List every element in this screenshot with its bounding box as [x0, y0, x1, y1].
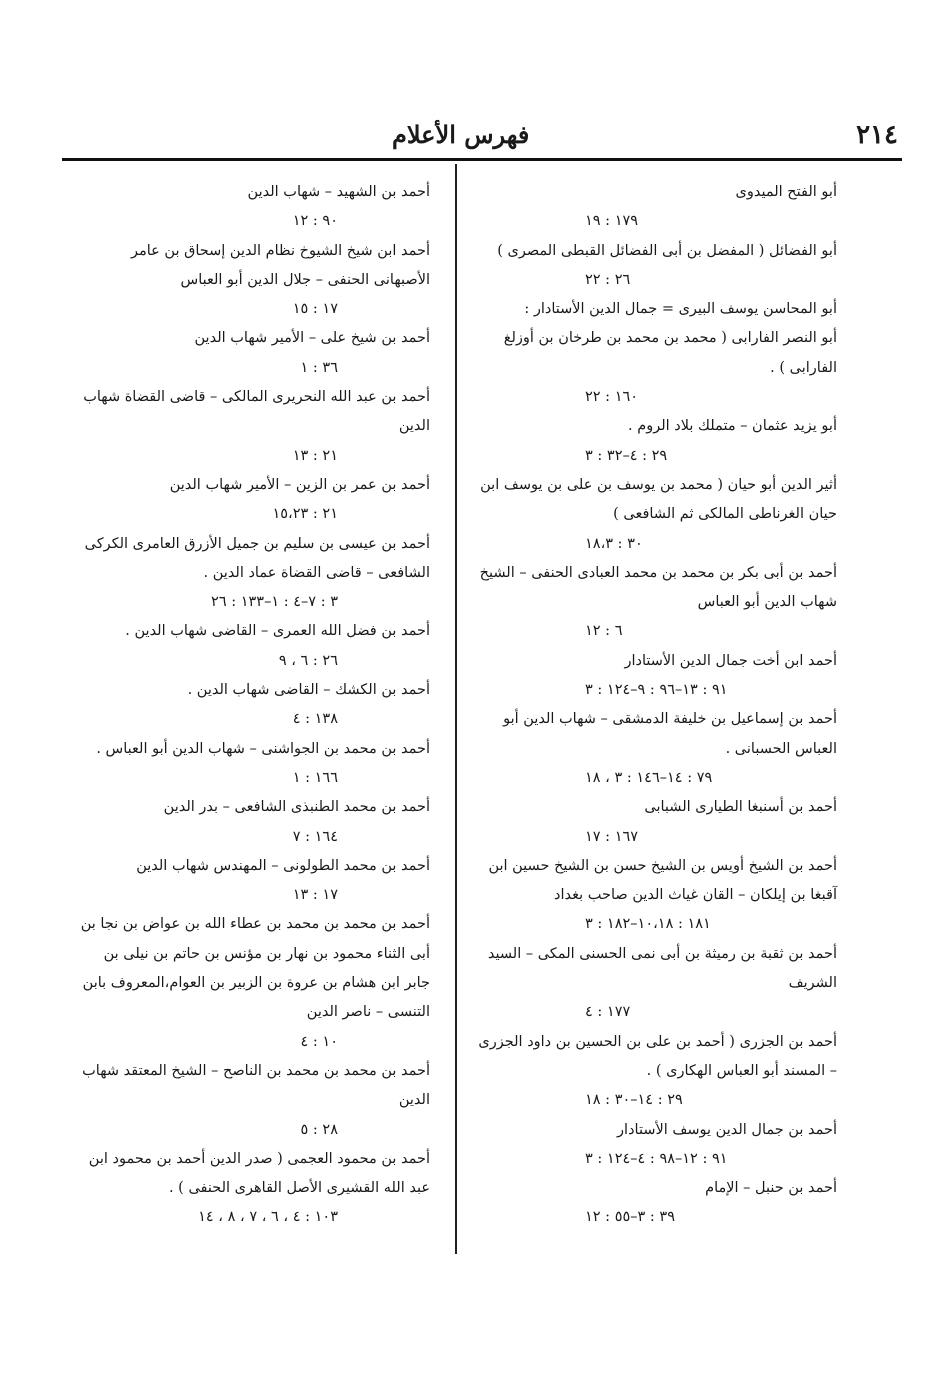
index-entry: [78, 735, 430, 794]
entry-page-ref: ١٣٨ : ٤: [292, 711, 338, 728]
page-number: ٢١٤: [856, 120, 898, 150]
index-column-right: [475, 178, 837, 1233]
index-entry: [78, 324, 430, 383]
entry-name: أحمد ابن أخت جمال الدين الأستادار: [624, 652, 837, 669]
entry-name: أثير الدين أبو حيان ( محمد بن يوسف بن على بن يوسف ابن حيان الغرناطى المالكى ثم الشافعى ): [480, 476, 837, 523]
index-entry: [475, 237, 837, 296]
index-entry: [475, 1174, 837, 1233]
entry-page-ref: ١٨١ : ١٠،١٨–١٨٢ : ٣: [585, 916, 711, 933]
index-entry: [475, 1028, 837, 1116]
index-entry: [78, 617, 430, 676]
entry-name: أبو النصر الفارابى ( محمد بن محمد بن طرخان بن أوزلغ الفارابى ) .: [503, 330, 837, 376]
entry-name: أحمد بن الشهيد – شهاب الدين: [247, 184, 430, 200]
entry-name: أبو الفضائل ( المفضل بن أبى الفضائل القبطى المصرى ): [497, 242, 837, 259]
index-entry: [475, 705, 837, 793]
entry-page-ref: ٩٠ : ١٢: [292, 213, 338, 230]
entry-name: أحمد بن عمر بن الزين – الأمير شهاب الدين: [169, 476, 430, 493]
entry-name: أحمد بن محمد بن محمد بن عطاء الله بن عواض بن نجا بن أبى الثناء محمود بن نهار بن مؤنس بن حاتم بن نيلى بن جابر ابن هشام بن عروة بن الزبير بن العوام،المعروف بابن التنسى – ناصر الدين: [80, 916, 430, 1021]
entry-name: أحمد بن محمد بن محمد بن الناصح – الشيخ المعتقد شهاب الدين: [82, 1062, 430, 1109]
column-divider: [455, 164, 457, 1254]
entry-name: أحمد بن محمد الطولونى – المهندس شهاب الدين: [136, 857, 430, 874]
entry-name: أحمد بن عبد الله النحريرى المالكى – قاضى القضاة شهاب الدين: [83, 389, 430, 435]
page-header: [62, 118, 898, 160]
index-entry: [78, 1057, 430, 1145]
entry-name: أحمد بن محمد بن الجواشنى – شهاب الدين أبو العباس .: [96, 740, 430, 757]
index-entry: [475, 793, 837, 852]
index-entry: [475, 412, 837, 471]
entry-page-ref: ٧٩ : ١٤–١٤٦ : ٣ ، ١٨: [585, 769, 713, 786]
entry-page-ref: ١٧ : ١٣: [292, 887, 338, 904]
entry-page-ref: ١٧٩ : ١٩: [585, 213, 639, 230]
entry-name: أحمد بن عيسى بن سليم بن جميل الأزرق العامرى الكركى الشافعى – قاضى القضاة عماد الدين .: [84, 535, 430, 581]
entry-page-ref: ٢١ : ١٥،٢٣: [272, 506, 338, 523]
entry-page-ref: ١٠٣ : ٤ ، ٦ ، ٧ ، ٨ ، ١٤: [198, 1209, 338, 1226]
entry-name: أحمد بن حنبل – الإمام: [705, 1180, 837, 1197]
entry-page-ref: ١٦٠ : ٢٢: [585, 389, 639, 406]
entry-name: أحمد بن إسماعيل بن خليفة الدمشقى – شهاب الدين أبو العباس الحسبانى .: [503, 711, 837, 757]
index-entry: [78, 910, 430, 1056]
entry-page-ref: ٢٦ : ٢٢: [585, 271, 631, 288]
entry-name: أحمد بن محمد الطنبذى الشافعى – بدر الدين: [163, 799, 430, 816]
entry-page-ref: ٣٠ : ١٨،٣: [585, 535, 643, 552]
index-entry: [78, 383, 430, 471]
index-entry: [475, 852, 837, 940]
index-entry: [78, 1145, 430, 1233]
entry-name: أبو الفتح الميدوى: [735, 184, 837, 200]
entry-page-ref: ٦ : ١٢: [585, 623, 623, 640]
entry-page-ref: ٣٩ : ٣–٥٥ : ١٢: [585, 1209, 675, 1226]
index-entry: [475, 471, 837, 559]
index-entry: [475, 559, 837, 647]
index-entry: [78, 471, 430, 530]
entry-page-ref: ٢١ : ١٣: [292, 447, 338, 464]
entry-name: أحمد بن فضل الله العمرى – القاضى شهاب الدين .: [125, 623, 430, 640]
entry-name: أحمد بن جمال الدين يوسف الأستادار: [617, 1121, 837, 1138]
index-entry: [78, 852, 430, 911]
entry-name: أحمد بن الكشك – القاضى شهاب الدين .: [187, 682, 430, 699]
index-entry: [78, 793, 430, 852]
index-entry: [78, 530, 430, 618]
entry-name: أحمد بن الجزرى ( أحمد بن على بن الحسين بن داود الجزرى – المسند أبو العباس الهكارى ) .: [478, 1033, 837, 1079]
index-entry: [475, 1116, 837, 1175]
entry-page-ref: ٩١ : ١٢–٩٨ : ٤–١٢٤ : ٣: [585, 1150, 728, 1167]
entry-page-ref: ١٦٤ : ٧: [292, 828, 338, 845]
entry-name: أحمد بن ثقبة بن رميثة بن أبى نمى الحسنى المكى – السيد الشريف: [487, 945, 837, 992]
index-column-left: [78, 178, 430, 1233]
entry-page-ref: ١٦٦ : ١: [292, 769, 338, 786]
entry-page-ref: ٩١ : ١٣–٩٦ : ٩–١٢٤ : ٣: [585, 682, 728, 699]
entry-page-ref: ٣ : ٧–٤ : ١–١٣٣ : ٢٦: [211, 594, 338, 611]
entry-page-ref: ٢٨ : ٥: [300, 1121, 338, 1138]
entry-page-ref: ٢٩ : ١٤–٣٠ : ١٨: [585, 1092, 683, 1109]
page-title: فهرس الأعلام: [392, 120, 530, 149]
index-entry: [475, 647, 837, 706]
index-entry: [78, 676, 430, 735]
entry-name: أحمد بن شيخ على – الأمير شهاب الدين: [194, 330, 430, 347]
entry-name: أحمد بن أبى بكر بن محمد بن محمد العبادى الحنفى – الشيخ شهاب الدين أبو العباس: [479, 564, 837, 611]
entry-name: أبو يزيد عثمان – متملك بلاد الروم .: [628, 418, 837, 435]
index-entry: [475, 295, 837, 324]
entry-name: أحمد ابن شيخ الشيوخ نظام الدين إسحاق بن عامر الأصبهانى الحنفى – جلال الدين أبو العباس: [130, 242, 430, 288]
entry-page-ref: ١٧ : ١٥: [292, 301, 338, 318]
entry-page-ref: ١٠ : ٤: [300, 1033, 338, 1050]
entry-name: أحمد بن الشيخ أويس بن الشيخ حسن بن الشيخ حسين ابن آقبغا بن إيلكان – القان غياث الدين صاحب بغداد: [488, 857, 837, 904]
index-entry: [475, 324, 837, 412]
header-rule: [62, 158, 902, 161]
entry-name: أبو المحاسن يوسف البيرى = جمال الدين الأستادار :: [524, 301, 837, 318]
entry-name: أحمد بن أسنبغا الطيارى الشبابى: [644, 799, 837, 816]
index-entry: [78, 178, 430, 237]
entry-page-ref: ٢٦ : ٦ ، ٩: [278, 652, 338, 669]
entry-page-ref: ٢٩ : ٤–٣٢ : ٣: [585, 447, 668, 464]
entry-page-ref: ١٦٧ : ١٧: [585, 828, 639, 845]
entry-name: أحمد بن محمود العجمى ( صدر الدين أحمد بن محمود ابن عبد الله القشيرى الأصل القاهرى الحنفى ) .: [88, 1150, 430, 1197]
index-entry: [475, 940, 837, 1028]
index-entry: [78, 237, 430, 325]
entry-page-ref: ١٧٧ : ٤: [585, 1004, 631, 1021]
index-entry: [475, 178, 837, 237]
entry-page-ref: ٣٦ : ١: [300, 359, 338, 376]
